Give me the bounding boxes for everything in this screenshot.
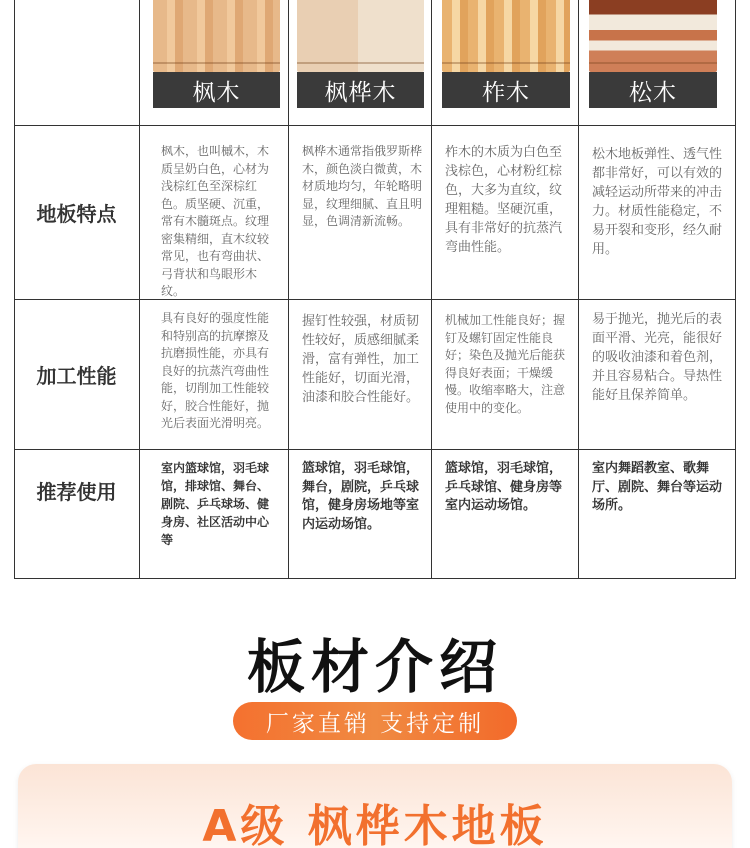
wood-column-birch bbox=[297, 0, 424, 108]
wood-name-label: 松木 bbox=[589, 72, 717, 108]
table-cell: 易于抛光，抛光后的表面平滑、光亮，能很好的吸收油漆和着色剂，并且容易粘合。导热性能好且保养简单。 bbox=[592, 312, 723, 403]
table-cell: 室内舞蹈教室、歌舞厅、剧院、舞台等运动场所。 bbox=[592, 461, 723, 513]
table-cell: 篮球馆，羽毛球馆，乒乓球馆、健身房等室内运动场馆。 bbox=[445, 461, 563, 513]
table-cell: 握钉性较强，材质韧性较好，质感细腻柔滑，富有弹性，加工性能好，切面光滑，油漆和胶合性能好。 bbox=[302, 314, 420, 405]
pine-wood-image bbox=[589, 0, 717, 72]
section-title: 板材介绍 bbox=[246, 633, 503, 701]
comparison-table bbox=[14, 0, 736, 579]
wood-column-pine bbox=[589, 0, 717, 108]
table-cell: 枫桦木通常指俄罗斯桦木，颜色淡白微黄，木材质地均匀，年轮略明显，纹理细腻、直且明显，色调清新流畅。 bbox=[302, 144, 423, 228]
row-header-features: 地板特点 bbox=[36, 202, 117, 226]
product-card-title: A级 枫桦木地板 bbox=[202, 801, 548, 848]
wood-name-label: 柞木 bbox=[442, 72, 570, 108]
oak-wood-image bbox=[442, 0, 570, 72]
tagline-badge: 厂家直销 支持定制 bbox=[233, 702, 517, 740]
row-header-usage: 推荐使用 bbox=[36, 479, 117, 504]
table-cell: 枫木，也叫槭木，木质呈奶白色，心材为浅棕红色至深棕红色。质坚硬、沉重，常有木髓斑点。纹理密集精细，直木纹较常见，也有弯曲状、弓背状和鸟眼形木纹。 bbox=[161, 144, 270, 298]
table-cell: 篮球馆，羽毛球馆，舞台，剧院，乒乓球馆，健身房场地等室内运动场馆。 bbox=[302, 461, 420, 532]
table-cell: 柞木的木质为白色至浅棕色，心材粉红棕色，大多为直纹，纹理粗糙。坚硬沉重，具有非常好的抗蒸汽弯曲性能。 bbox=[445, 145, 563, 255]
maple-wood-image bbox=[153, 0, 280, 72]
table-cell: 具有良好的强度性能和特别高的抗摩擦及抗磨损性能，亦具有良好的抗蒸汽弯曲性能，切削加工性能较好，胶合性能好，抛光后表面光滑明亮。 bbox=[161, 311, 270, 430]
wood-name-label: 枫木 bbox=[153, 72, 280, 108]
table-border-right bbox=[735, 0, 736, 579]
wood-column-oak bbox=[442, 0, 570, 108]
row-header-processing: 加工性能 bbox=[36, 364, 117, 388]
wood-column-maple bbox=[153, 0, 280, 108]
wood-name-label: 枫桦木 bbox=[297, 72, 424, 108]
birch-wood-image bbox=[297, 0, 424, 72]
table-cell: 机械加工性能良好；握钉及螺钉固定性能良好；染色及抛光后能获得良好表面；干燥缓慢。收缩率略大，注意使用中的变化。 bbox=[445, 313, 566, 415]
table-cell: 松木地板弹性、透气性都非常好，可以有效的减轻运动所带来的冲击力。材质性能稳定，不易开裂和变形，经久耐用。 bbox=[592, 147, 723, 257]
table-border-bottom bbox=[14, 578, 736, 579]
table-cell: 室内篮球馆，羽毛球馆，排球馆、舞台、剧院、乒乓球场、健身房、社区活动中心等 bbox=[161, 461, 270, 547]
table-divider bbox=[139, 0, 140, 579]
